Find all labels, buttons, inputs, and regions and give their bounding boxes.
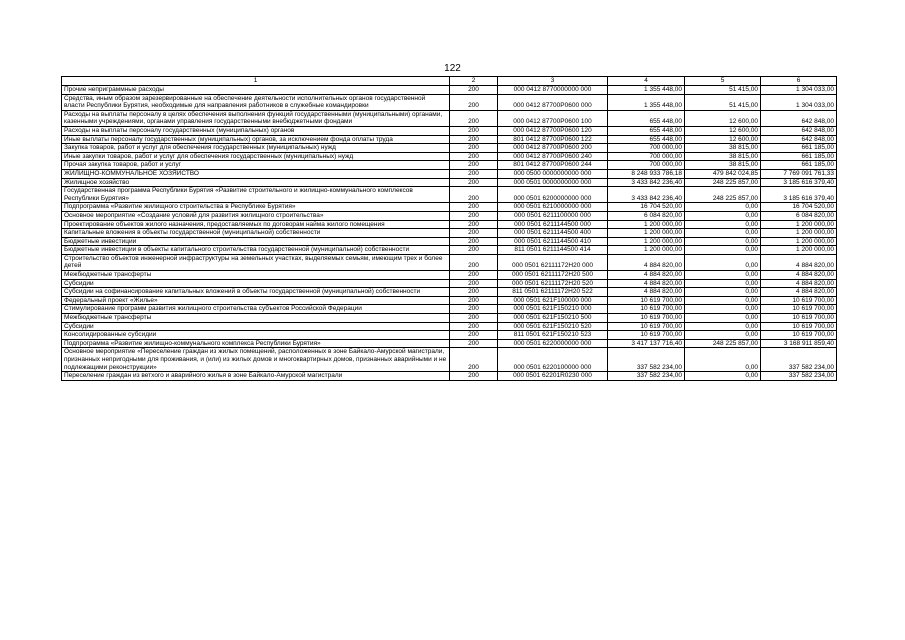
row-line-code: 200 [450, 314, 498, 323]
row-approved: 6 084 820,00 [608, 211, 685, 220]
row-approved: 3 417 137 716,40 [608, 339, 685, 348]
row-name: Закупка товаров, работ и услуг для обеспечения государственных (муниципальных) нужд [62, 144, 450, 153]
table-row [62, 296, 837, 305]
row-name: Иные закупки товаров, работ и услуг для обеспечения государственных (муниципальных) нужд [62, 152, 450, 161]
row-executed: 12 600,00 [685, 110, 761, 126]
row-line-code: 200 [450, 229, 498, 238]
row-name: Межбюджетные трансферты [62, 314, 450, 323]
row-line-code: 200 [450, 187, 498, 203]
row-budget-code: 000 0501 621F150210 000 [498, 305, 608, 314]
row-budget-code: 000 0412 87700P0600 100 [498, 110, 608, 126]
row-line-code: 200 [450, 271, 498, 280]
row-budget-code: 000 0501 621F100000 000 [498, 296, 608, 305]
row-line-code: 200 [450, 246, 498, 255]
table-row [62, 339, 837, 348]
row-executed: 0,00 [685, 296, 761, 305]
table-row [62, 229, 837, 238]
row-approved: 4 884 820,00 [608, 271, 685, 280]
row-line-code: 200 [450, 110, 498, 126]
table-row [62, 203, 837, 212]
row-unexecuted: 337 582 234,00 [761, 348, 837, 372]
table-row [62, 288, 837, 297]
table-row [62, 161, 837, 170]
row-budget-code: 000 0501 6200000000 000 [498, 187, 608, 203]
row-unexecuted: 3 168 911 859,40 [761, 339, 837, 348]
row-executed: 248 225 857,00 [685, 339, 761, 348]
row-unexecuted: 3 185 616 379,40 [761, 178, 837, 187]
row-line-code: 200 [450, 296, 498, 305]
row-approved: 10 619 700,00 [608, 322, 685, 331]
row-unexecuted: 1 200 000,00 [761, 220, 837, 229]
row-name: ЖИЛИЩНО-КОММУНАЛЬНОЕ ХОЗЯЙСТВО [62, 169, 450, 178]
table-row [62, 144, 837, 153]
row-executed: 479 842 024,85 [685, 169, 761, 178]
table-body [62, 86, 837, 381]
row-budget-code: 000 0501 62201R0230 000 [498, 372, 608, 381]
column-header-3: 3 [498, 77, 608, 86]
row-name: Расходы на выплаты персоналу государственных (муниципальных) органов [62, 126, 450, 135]
row-line-code: 200 [450, 322, 498, 331]
row-name: Консолидированные субсидии [62, 331, 450, 340]
table-row [62, 279, 837, 288]
table-row [62, 331, 837, 340]
row-unexecuted: 4 884 820,00 [761, 279, 837, 288]
column-header-5: 5 [685, 77, 761, 86]
row-name: Строительство объектов инженерной инфраструктуры на земельных участках, выделяемых семьям, имеющим трех и более детей [62, 254, 450, 270]
row-unexecuted: 642 848,00 [761, 126, 837, 135]
table-row [62, 86, 837, 95]
row-approved: 10 619 700,00 [608, 331, 685, 340]
row-line-code: 200 [450, 152, 498, 161]
row-budget-code: 000 0500 0000000000 000 [498, 169, 608, 178]
row-line-code: 200 [450, 135, 498, 144]
row-approved: 700 000,00 [608, 161, 685, 170]
row-approved: 655 448,00 [608, 126, 685, 135]
row-line-code: 200 [450, 348, 498, 372]
table-row [62, 211, 837, 220]
row-approved: 3 433 842 236,40 [608, 187, 685, 203]
row-line-code: 200 [450, 372, 498, 381]
row-budget-code: 801 0412 87700P0600 244 [498, 161, 608, 170]
row-name: Прочая закупка товаров, работ и услуг [62, 161, 450, 170]
row-unexecuted: 10 619 700,00 [761, 296, 837, 305]
row-line-code: 200 [450, 288, 498, 297]
row-approved: 4 884 820,00 [608, 279, 685, 288]
table-row [62, 152, 837, 161]
row-name: Основное мероприятие «Создание условий для развития жилищного строительства» [62, 211, 450, 220]
row-name: Субсидии [62, 322, 450, 331]
row-approved: 4 884 820,00 [608, 288, 685, 297]
column-header-2: 2 [450, 77, 498, 86]
row-approved: 1 355 448,00 [608, 94, 685, 110]
row-budget-code: 000 0412 87700P0600 120 [498, 126, 608, 135]
row-budget-code: 000 0501 621F150210 520 [498, 322, 608, 331]
row-line-code: 200 [450, 126, 498, 135]
row-line-code: 200 [450, 279, 498, 288]
budget-report-table [61, 76, 837, 381]
row-executed: 0,00 [685, 246, 761, 255]
row-budget-code: 000 0412 87700P0600 000 [498, 94, 608, 110]
row-executed: 38 815,00 [685, 152, 761, 161]
row-name: Федеральный проект «Жилье» [62, 296, 450, 305]
row-name: Подпрограмма «Развитие жилищного строительства в Республике Бурятия» [62, 203, 450, 212]
row-executed: 0,00 [685, 211, 761, 220]
row-unexecuted: 10 619 700,00 [761, 305, 837, 314]
row-budget-code: 000 0501 6210000000 000 [498, 203, 608, 212]
row-budget-code: 811 0501 62111172H20 522 [498, 288, 608, 297]
table-row [62, 126, 837, 135]
row-unexecuted: 1 304 033,00 [761, 94, 837, 110]
row-budget-code: 000 0501 62111172H20 000 [498, 254, 608, 270]
row-unexecuted: 642 848,00 [761, 135, 837, 144]
table-row [62, 348, 837, 372]
row-line-code: 200 [450, 86, 498, 95]
row-approved: 337 582 234,00 [608, 348, 685, 372]
row-budget-code: 000 0501 6211144500 000 [498, 220, 608, 229]
row-approved: 3 433 842 236,40 [608, 178, 685, 187]
table-row [62, 322, 837, 331]
row-approved: 1 200 000,00 [608, 220, 685, 229]
row-name: Субсидии [62, 279, 450, 288]
row-approved: 700 000,00 [608, 152, 685, 161]
row-name: Расходы на выплаты персоналу в целях обеспечения выполнения функций государственными (муниципальными) органами, казенными учреждениями, органами управления государственными внебюджетными фондами [62, 110, 450, 126]
row-executed: 0,00 [685, 314, 761, 323]
row-unexecuted: 337 582 234,00 [761, 372, 837, 381]
row-approved: 16 704 520,00 [608, 203, 685, 212]
table-row [62, 254, 837, 270]
row-budget-code: 000 0501 6211100000 000 [498, 211, 608, 220]
table-row [62, 271, 837, 280]
row-unexecuted: 1 200 000,00 [761, 237, 837, 246]
row-executed: 0,00 [685, 288, 761, 297]
row-unexecuted: 4 884 820,00 [761, 271, 837, 280]
table-row [62, 187, 837, 203]
row-line-code: 200 [450, 237, 498, 246]
row-name: Иные выплаты персоналу государственных (муниципальных) органов, за исключением фонда оплаты труда [62, 135, 450, 144]
row-name: Капитальные вложения в объекты государственной (муниципальной) собственности [62, 229, 450, 238]
row-unexecuted: 661 185,00 [761, 161, 837, 170]
row-budget-code: 811 0501 6211144500 414 [498, 246, 608, 255]
row-executed: 38 815,00 [685, 161, 761, 170]
row-line-code: 200 [450, 305, 498, 314]
row-executed: 0,00 [685, 372, 761, 381]
row-line-code: 200 [450, 169, 498, 178]
row-line-code: 200 [450, 331, 498, 340]
row-budget-code: 000 0501 621F150210 500 [498, 314, 608, 323]
row-name: Прочие неприграммные расходы [62, 86, 450, 95]
row-unexecuted: 10 619 700,00 [761, 314, 837, 323]
row-line-code: 200 [450, 220, 498, 229]
row-executed: 0,00 [685, 203, 761, 212]
table-row [62, 110, 837, 126]
row-unexecuted: 4 884 820,00 [761, 254, 837, 270]
row-budget-code: 000 0412 87700P0600 240 [498, 152, 608, 161]
row-approved: 1 200 000,00 [608, 229, 685, 238]
row-unexecuted: 6 084 820,00 [761, 211, 837, 220]
row-line-code: 200 [450, 254, 498, 270]
row-name: Государственная программа Республики Бурятия «Развитие строительного и жилищно-коммунального комплексов Республики Бурятия» [62, 187, 450, 203]
row-approved: 10 619 700,00 [608, 305, 685, 314]
row-executed: 51 415,00 [685, 94, 761, 110]
row-name: Проектирование объектов жилого назначения, предоставляемых по договорам найма жилого помещения [62, 220, 450, 229]
row-executed: 0,00 [685, 229, 761, 238]
row-name: Жилищное хозяйство [62, 178, 450, 187]
row-unexecuted: 1 200 000,00 [761, 229, 837, 238]
row-executed: 0,00 [685, 237, 761, 246]
row-approved: 4 884 820,00 [608, 254, 685, 270]
row-name: Подпрограмма «Развитие жилищно-коммунального комплекса Республики Бурятия» [62, 339, 450, 348]
row-unexecuted: 1 200 000,00 [761, 246, 837, 255]
column-header-6: 6 [761, 77, 837, 86]
row-budget-code: 811 0501 621F150210 523 [498, 331, 608, 340]
row-unexecuted: 10 619 700,00 [761, 322, 837, 331]
table-row [62, 246, 837, 255]
row-budget-code: 801 0412 87700P0600 122 [498, 135, 608, 144]
row-line-code: 200 [450, 211, 498, 220]
row-approved: 1 200 000,00 [608, 237, 685, 246]
table-header-row [62, 77, 837, 86]
table-row [62, 314, 837, 323]
row-approved: 655 448,00 [608, 135, 685, 144]
row-approved: 1 355 448,00 [608, 86, 685, 95]
row-approved: 8 248 933 786,18 [608, 169, 685, 178]
row-budget-code: 000 0501 0000000000 000 [498, 178, 608, 187]
row-executed: 0,00 [685, 220, 761, 229]
row-name: Бюджетные инвестиции в объекты капитального строительства государственной (муниципальной) собственности [62, 246, 450, 255]
row-budget-code: 000 0501 6220100000 000 [498, 348, 608, 372]
row-approved: 337 582 234,00 [608, 372, 685, 381]
row-line-code: 200 [450, 94, 498, 110]
row-executed: 0,00 [685, 271, 761, 280]
row-line-code: 200 [450, 144, 498, 153]
row-budget-code: 000 0501 62111172H20 520 [498, 279, 608, 288]
row-budget-code: 000 0412 87700P0600 200 [498, 144, 608, 153]
table-row [62, 94, 837, 110]
row-unexecuted: 16 704 520,00 [761, 203, 837, 212]
row-budget-code: 000 0501 6220000000 000 [498, 339, 608, 348]
row-executed: 12 600,00 [685, 126, 761, 135]
row-name: Субсидии на софинансирование капитальных вложений в объекты государственной (муниципальной) собственности [62, 288, 450, 297]
table-row [62, 135, 837, 144]
row-executed: 51 415,00 [685, 86, 761, 95]
row-budget-code: 000 0501 6211144500 410 [498, 237, 608, 246]
row-line-code: 200 [450, 203, 498, 212]
row-unexecuted: 661 185,00 [761, 152, 837, 161]
row-line-code: 200 [450, 178, 498, 187]
table-row [62, 305, 837, 314]
table-row [62, 372, 837, 381]
row-name: Стимулирование программ развития жилищного строительства субъектов Российской Федерации [62, 305, 450, 314]
row-executed: 0,00 [685, 279, 761, 288]
row-name: Основное мероприятие «Переселение граждан из жилых помещений, расположенных в зоне Байкало-Амурской магистрали, признанных непригодными для проживания, и (или) из жилых домов и многоквартирных домов, признанных аварийными и не подлежащими реконструкции» [62, 348, 450, 372]
column-header-4: 4 [608, 77, 685, 86]
table-row [62, 178, 837, 187]
row-executed: 0,00 [685, 331, 761, 340]
row-unexecuted: 4 884 820,00 [761, 288, 837, 297]
row-executed: 0,00 [685, 254, 761, 270]
row-name: Бюджетные инвестиции [62, 237, 450, 246]
page-number: 122 [444, 63, 461, 74]
row-line-code: 200 [450, 339, 498, 348]
row-unexecuted: 661 185,00 [761, 144, 837, 153]
row-name: Средства, иным образом зарезервированные на обеспечение деятельности исполнительных органов государственной власти Республики Бурятия, необходимые для направления работников в служебные командировки [62, 94, 450, 110]
row-unexecuted: 1 304 033,00 [761, 86, 837, 95]
row-name: Переселение граждан из ветхого и аварийного жилья в зоне Байкало-Амурской магистрали [62, 372, 450, 381]
table-row [62, 220, 837, 229]
row-budget-code: 000 0501 62111172H20 500 [498, 271, 608, 280]
row-budget-code: 000 0501 6211144500 400 [498, 229, 608, 238]
row-name: Межбюджетные трансферты [62, 271, 450, 280]
row-line-code: 200 [450, 161, 498, 170]
row-approved: 10 619 700,00 [608, 296, 685, 305]
table-row [62, 169, 837, 178]
row-executed: 0,00 [685, 322, 761, 331]
table-row [62, 237, 837, 246]
row-executed: 248 225 857,00 [685, 187, 761, 203]
row-unexecuted: 7 769 091 761,33 [761, 169, 837, 178]
column-header-1: 1 [62, 77, 450, 86]
row-executed: 0,00 [685, 348, 761, 372]
row-approved: 700 000,00 [608, 144, 685, 153]
row-unexecuted: 10 619 700,00 [761, 331, 837, 340]
row-unexecuted: 642 848,00 [761, 110, 837, 126]
row-budget-code: 000 0412 8770000000 000 [498, 86, 608, 95]
row-executed: 38 815,00 [685, 144, 761, 153]
row-approved: 1 200 000,00 [608, 246, 685, 255]
row-approved: 10 619 700,00 [608, 314, 685, 323]
row-unexecuted: 3 185 616 379,40 [761, 187, 837, 203]
row-executed: 0,00 [685, 305, 761, 314]
row-executed: 12 600,00 [685, 135, 761, 144]
row-approved: 655 448,00 [608, 110, 685, 126]
row-executed: 248 225 857,00 [685, 178, 761, 187]
